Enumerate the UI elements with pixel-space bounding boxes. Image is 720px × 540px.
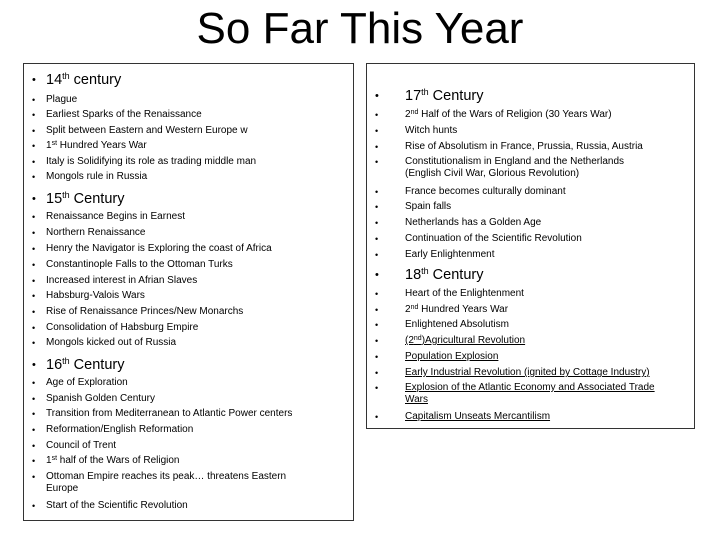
bullet-icon: •	[32, 157, 36, 167]
bullet-icon: •	[32, 291, 36, 301]
bullet-icon: •	[32, 501, 36, 511]
bullet-icon: •	[32, 193, 36, 205]
bullet-icon: •	[32, 95, 36, 105]
bullet-icon: •	[375, 269, 379, 281]
bullet-icon: •	[375, 126, 379, 136]
bullet-icon: •	[32, 441, 36, 451]
bullet-icon: •	[32, 212, 36, 222]
bullet-icon: •	[375, 412, 379, 422]
bullet-icon: •	[32, 409, 36, 419]
bullet-icon: •	[32, 378, 36, 388]
bullet-icon: •	[32, 472, 36, 482]
bullet-icon: •	[375, 234, 379, 244]
bullet-icon: •	[375, 202, 379, 212]
left-column-box: • 14th century • Plague • Earliest Sparks of the Renaissance • Split between Eastern and Western Europe w • 1st Hundred Years War • Italy is Solidifying its role as trading middle man • Mongols rule in Russia • 15th Century • Renaissance Begins in Earnest • Northern Renaissance • Henry the Navigator is Exploring the coast of Africa • Constantinople Falls to the Ottoman Turks • Increased interest in Afrian Slaves • Habsburg-Valois Wars • Rise of Renaissance Princes/New Monarchs • Consolidation of Habsburg Empire • Mongols kicked out of Russia • 16th Century • Age of Exploration • Spanish Golden Century • Transition from Mediterranean to Atlantic Power centers • Reformation/English Reformation • Council of Trent • 1st half of the Wars of Religion • Ottoman Empire reaches its peak… threatens Eastern Europe • Start of the Scientific Revolution	[23, 63, 354, 521]
bullet-icon: •	[32, 456, 36, 466]
bullet-icon: •	[32, 228, 36, 238]
bullet-icon: •	[375, 320, 379, 330]
bullet-icon: •	[375, 187, 379, 197]
bullet-icon: •	[375, 142, 379, 152]
bullet-icon: •	[375, 336, 379, 346]
bullet-icon: •	[32, 172, 36, 182]
bullet-icon: •	[32, 126, 36, 136]
bullet-icon: •	[375, 90, 379, 102]
bullet-icon: •	[32, 276, 36, 286]
bullet-icon: •	[375, 368, 379, 378]
bullet-icon: •	[32, 110, 36, 120]
bullet-icon: •	[32, 260, 36, 270]
bullet-icon: •	[375, 110, 379, 120]
bullet-icon: •	[375, 218, 379, 228]
bullet-icon: •	[375, 157, 379, 167]
bullet-icon: •	[375, 289, 379, 299]
bullet-icon: •	[375, 352, 379, 362]
bullet-icon: •	[32, 141, 36, 151]
bullet-icon: •	[375, 383, 379, 393]
bullet-icon: •	[32, 359, 36, 371]
page-title: So Far This Year	[196, 4, 524, 53]
bullet-icon: •	[375, 250, 379, 260]
bullet-icon: •	[32, 425, 36, 435]
bullet-icon: •	[32, 244, 36, 254]
bullet-icon: •	[375, 305, 379, 315]
bullet-icon: •	[32, 323, 36, 333]
bullet-icon: •	[32, 307, 36, 317]
right-column-box: • 17th Century • 2nd Half of the Wars of Religion (30 Years War) • Witch hunts • Rise of Absolutism in France, Prussia, Russia, Austria • Constitutionalism in England and the Netherlands (English Civil War, Glorious Revolution) • France becomes culturally dominant • Spain falls • Netherlands has a Golden Age • Continuation of the Scientific Revolution • Early Enlightenment • 18th Century • Heart of the Enlightenment • 2nd Hundred Years War • Enlightened Absolutism • (2nd)Agricultural Revolution • Population Explosion • Early Industrial Revolution (ignited by Cottage Industry) • Explosion of the Atlantic Economy and Associated Trade Wars • Capitalism Unseats Mercantilism	[366, 63, 695, 429]
bullet-icon: •	[32, 394, 36, 404]
bullet-icon: •	[32, 338, 36, 348]
bullet-icon: •	[32, 74, 36, 86]
